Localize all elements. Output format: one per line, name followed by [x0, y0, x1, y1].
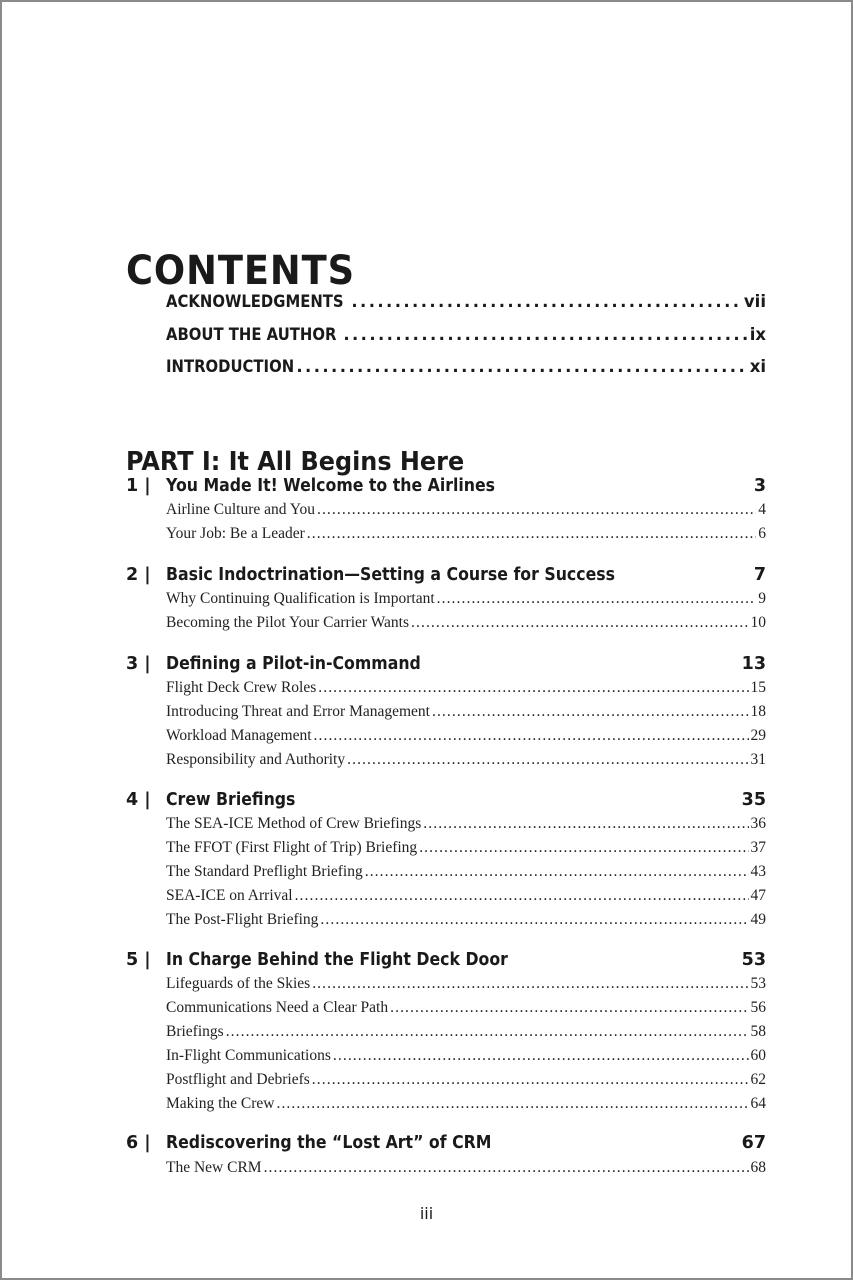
section-entry[interactable] [166, 1044, 766, 1068]
chapter-number: 6 | [126, 1133, 151, 1153]
section-page: 60 [750, 1047, 766, 1064]
section-page: 68 [750, 1159, 766, 1176]
section-page: 4 [758, 501, 766, 518]
dot-leader [437, 587, 757, 611]
dot-leader [317, 498, 756, 522]
chapter-title: Defining a Pilot-in-Command [166, 654, 421, 674]
entry-page: vii [743, 292, 766, 311]
section-entry[interactable] [166, 498, 766, 522]
section-entry[interactable] [166, 860, 766, 884]
section-title: The Standard Preflight Briefing [166, 863, 363, 880]
section-entry[interactable] [166, 700, 766, 724]
page-number: iii [419, 1204, 434, 1223]
section-entry[interactable] [166, 972, 766, 996]
section-entry[interactable] [166, 587, 766, 611]
section-title: The SEA-ICE Method of Crew Briefings [166, 815, 422, 832]
section-title: Postflight and Debriefs [166, 1071, 310, 1088]
section-entry[interactable] [166, 748, 766, 772]
section-page: 6 [758, 525, 766, 542]
chapter-number: 2 | [126, 565, 151, 585]
section-page: 9 [758, 590, 766, 607]
section-entry[interactable] [166, 724, 766, 748]
chapter-page: 35 [741, 790, 766, 810]
chapter-heading[interactable] [126, 652, 766, 676]
section-page: 18 [750, 703, 766, 720]
section-title: Lifeguards of the Skies [166, 975, 311, 992]
section-title: Flight Deck Crew Roles [166, 679, 317, 696]
section-entry[interactable] [166, 1156, 766, 1180]
dot-leader [307, 522, 756, 546]
section-title: Becoming the Pilot Your Carrier Wants [166, 614, 410, 631]
section-title: Briefings [166, 1023, 224, 1040]
section-entry[interactable] [166, 1020, 766, 1044]
chapter-page: 13 [741, 654, 766, 674]
dot-leader [312, 972, 748, 996]
chapter-title: Rediscovering the “Lost Art” of CRM [166, 1133, 492, 1153]
section-title: Communications Need a Clear Path [166, 999, 389, 1016]
chapter-heading[interactable] [126, 948, 766, 972]
section-title: The FFOT (First Flight of Trip) Briefing [166, 839, 418, 856]
entry-label: ABOUT THE AUTHOR [166, 325, 337, 344]
dot-leader [314, 724, 749, 748]
dot-leader [276, 1092, 748, 1116]
dot-leader [343, 323, 747, 347]
chapter-page: 7 [753, 565, 766, 585]
section-page: 37 [750, 839, 766, 856]
section-page: 31 [750, 751, 766, 768]
toc-entry-introduction[interactable] [166, 355, 766, 379]
dot-leader [320, 908, 748, 932]
dot-leader [226, 1020, 749, 1044]
chapter-title: Basic Indoctrination—Setting a Course for Success [166, 565, 616, 585]
chapter-heading[interactable] [126, 474, 766, 498]
dot-leader [432, 700, 749, 724]
section-page: 47 [750, 887, 766, 904]
section-title: Airline Culture and You [166, 501, 315, 518]
chapter-number: 5 | [126, 950, 151, 970]
section-entry[interactable] [166, 908, 766, 932]
chapter-number: 3 | [126, 654, 151, 674]
section-title: SEA-ICE on Arrival [166, 887, 293, 904]
dot-leader [390, 996, 748, 1020]
section-title: Introducing Threat and Error Management [166, 703, 430, 720]
chapter-heading[interactable] [126, 563, 766, 587]
dot-leader [351, 290, 742, 314]
dot-leader [312, 1068, 749, 1092]
section-title: Workload Management [166, 727, 312, 744]
section-entry[interactable] [166, 676, 766, 700]
section-page: 43 [750, 863, 766, 880]
dot-leader [318, 676, 748, 700]
dot-leader [264, 1156, 749, 1180]
section-page: 10 [750, 614, 766, 631]
section-entry[interactable] [166, 1068, 766, 1092]
section-entry[interactable] [166, 836, 766, 860]
page-title: CONTENTS [126, 247, 356, 294]
section-page: 64 [750, 1095, 766, 1112]
dot-leader [296, 355, 747, 379]
dot-leader [347, 748, 748, 772]
chapter-page: 3 [753, 476, 766, 496]
chapter-number: 4 | [126, 790, 151, 810]
toc-entry-about-the-author[interactable] [166, 323, 766, 347]
chapter-title: In Charge Behind the Flight Deck Door [166, 950, 508, 970]
section-page: 56 [750, 999, 766, 1016]
section-page: 49 [750, 911, 766, 928]
section-page: 36 [750, 815, 766, 832]
chapter-page: 67 [741, 1133, 766, 1153]
chapter-number: 1 | [126, 476, 151, 496]
section-title: Responsibility and Authority [166, 751, 346, 768]
dot-leader [419, 836, 748, 860]
dot-leader [365, 860, 749, 884]
dot-leader [423, 812, 748, 836]
part-title: PART I: It All Begins Here [126, 446, 465, 477]
section-entry[interactable] [166, 522, 766, 546]
entry-page: xi [749, 357, 766, 376]
dot-leader [411, 611, 748, 635]
section-entry[interactable] [166, 1092, 766, 1116]
entry-label: ACKNOWLEDGMENTS [166, 292, 344, 311]
section-page: 58 [750, 1023, 766, 1040]
section-page: 15 [750, 679, 766, 696]
chapter-title: Crew Briefings [166, 790, 296, 810]
toc-entry-acknowledgments[interactable] [166, 290, 766, 314]
section-page: 29 [750, 727, 766, 744]
entry-label: INTRODUCTION [166, 357, 295, 376]
section-title: The New CRM [166, 1159, 262, 1176]
dot-leader [295, 884, 749, 908]
chapter-title: You Made It! Welcome to the Airlines [166, 476, 496, 496]
section-title: The Post-Flight Briefing [166, 911, 319, 928]
section-title: Making the Crew [166, 1095, 275, 1112]
section-entry[interactable] [166, 884, 766, 908]
section-entry[interactable] [166, 996, 766, 1020]
chapter-page: 53 [741, 950, 766, 970]
section-entry[interactable] [166, 812, 766, 836]
section-page: 62 [750, 1071, 766, 1088]
chapter-heading[interactable] [126, 1131, 766, 1155]
section-title: In-Flight Communications [166, 1047, 331, 1064]
chapter-heading[interactable] [126, 788, 766, 812]
section-page: 53 [750, 975, 766, 992]
dot-leader [333, 1044, 749, 1068]
entry-page: ix [749, 325, 766, 344]
section-entry[interactable] [166, 611, 766, 635]
section-title: Why Continuing Qualification is Important [166, 590, 435, 607]
section-title: Your Job: Be a Leader [166, 525, 305, 542]
